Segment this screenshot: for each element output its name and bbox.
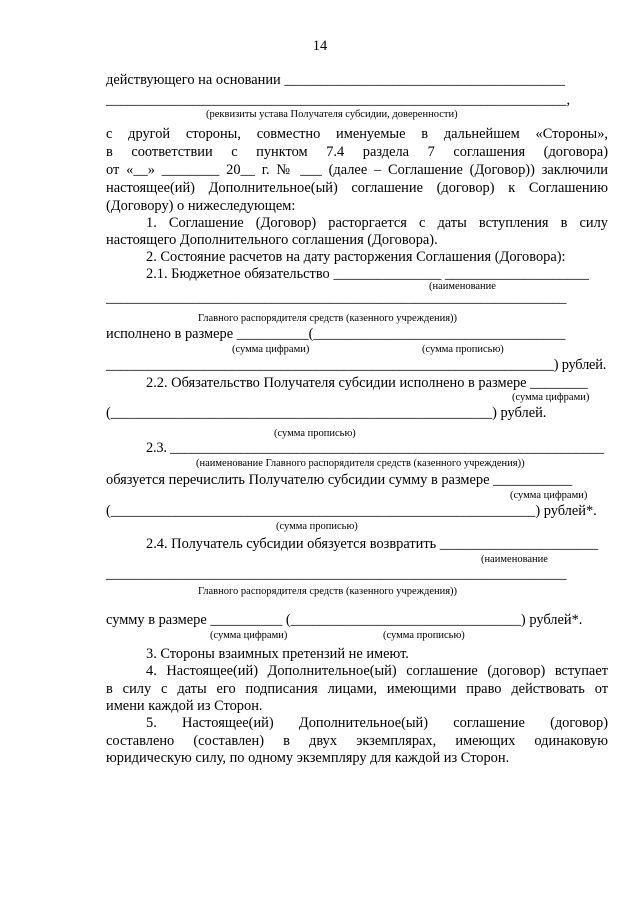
field-caption: (сумма цифрами)	[232, 344, 310, 355]
field-caption: (сумма цифрами)	[510, 490, 588, 501]
field-caption: (сумма прописью)	[274, 428, 356, 439]
field-caption: (наименование Главного распорядителя средств (казенного учреждения))	[196, 458, 525, 469]
text-line: ________________________________________________________________	[106, 566, 567, 582]
text-line: (_____________________________________________________) рублей.	[106, 405, 547, 421]
text-line: 2. Состояние расчетов на дату расторжения Соглашения (Договора):	[146, 249, 566, 265]
field-caption: (сумма цифрами)	[512, 392, 590, 403]
text-line: настоящее(ий) Дополнительное(ый) соглашение (договор) к Соглашению	[106, 180, 608, 196]
text-line: ________________________________________________________________	[106, 290, 567, 306]
text-line: обязуется перечислить Получателю субсидии сумму в размере ___________	[106, 472, 573, 488]
field-caption: (наименование	[429, 281, 496, 292]
text-line: в силу с даты его подписания лицами, имеющими право действовать от	[106, 681, 608, 697]
text-line: в соответствии с пунктом 7.4 раздела 7 соглашения (договора)	[106, 144, 608, 160]
text-line: юридическую силу, по одному экземпляру для каждой из Сторон.	[106, 750, 510, 766]
field-caption: (сумма прописью)	[422, 344, 504, 355]
text-line: от «__» ________ 20__ г. № ___ (далее – Соглашение (Договор)) заключили	[106, 162, 608, 178]
field-caption: (сумма цифрами)	[210, 630, 288, 641]
field-caption: (сумма прописью)	[383, 630, 465, 641]
text-line: 5. Настоящее(ий) Дополнительное(ый) соглашение (договор)	[146, 715, 608, 731]
field-caption: (сумма прописью)	[276, 521, 358, 532]
text-line: действующего на основании _______________________________________	[106, 72, 565, 88]
text-line: 4. Настоящее(ий) Дополнительное(ый) соглашение (договор) вступает	[146, 663, 608, 679]
text-line: настоящего Дополнительного соглашения (Договора).	[106, 232, 438, 248]
text-line: 2.1. Бюджетное обязательство _______________ ____________________	[146, 266, 589, 282]
text-line: (Договору) о нижеследующем:	[106, 198, 296, 214]
text-line: (___________________________________________________________) рублей*.	[106, 503, 597, 519]
field-caption: (наименование	[481, 554, 548, 565]
field-caption: Главного распорядителя средств (казенного учреждения))	[198, 586, 458, 597]
text-line: имени каждой из Сторон.	[106, 698, 263, 714]
text-line: составлено (составлен) в двух экземплярах, имеющих одинаковую	[106, 733, 608, 749]
text-line: с другой стороны, совместно именуемые в дальнейшем «Стороны»,	[106, 126, 608, 142]
page-number: 14	[312, 38, 328, 54]
text-line: исполнено в размере __________(___________________________________	[106, 326, 566, 342]
field-caption: Главного распорядителя средств (казенного учреждения))	[198, 313, 458, 324]
text-line: ________________________________________________________________,	[106, 92, 571, 108]
text-line: ________________________________________________________________) рублей.	[106, 357, 607, 373]
text-line: сумму в размере __________ (________________________________) рублей*.	[106, 612, 583, 628]
text-line: 2.4. Получатель субсидии обязуется возвратить ______________________	[146, 536, 599, 552]
text-line: 2.3. ______________________________________________________________	[146, 440, 604, 456]
text-line: 2.2. Обязательство Получателя субсидии исполнено в размере ________	[146, 375, 588, 391]
text-line: 3. Стороны взаимных претензий не имеют.	[146, 646, 409, 662]
text-line: 1. Соглашение (Договор) расторгается с даты вступления в силу	[146, 215, 608, 231]
field-caption: (реквизиты устава Получателя субсидии, доверенности)	[206, 109, 458, 120]
